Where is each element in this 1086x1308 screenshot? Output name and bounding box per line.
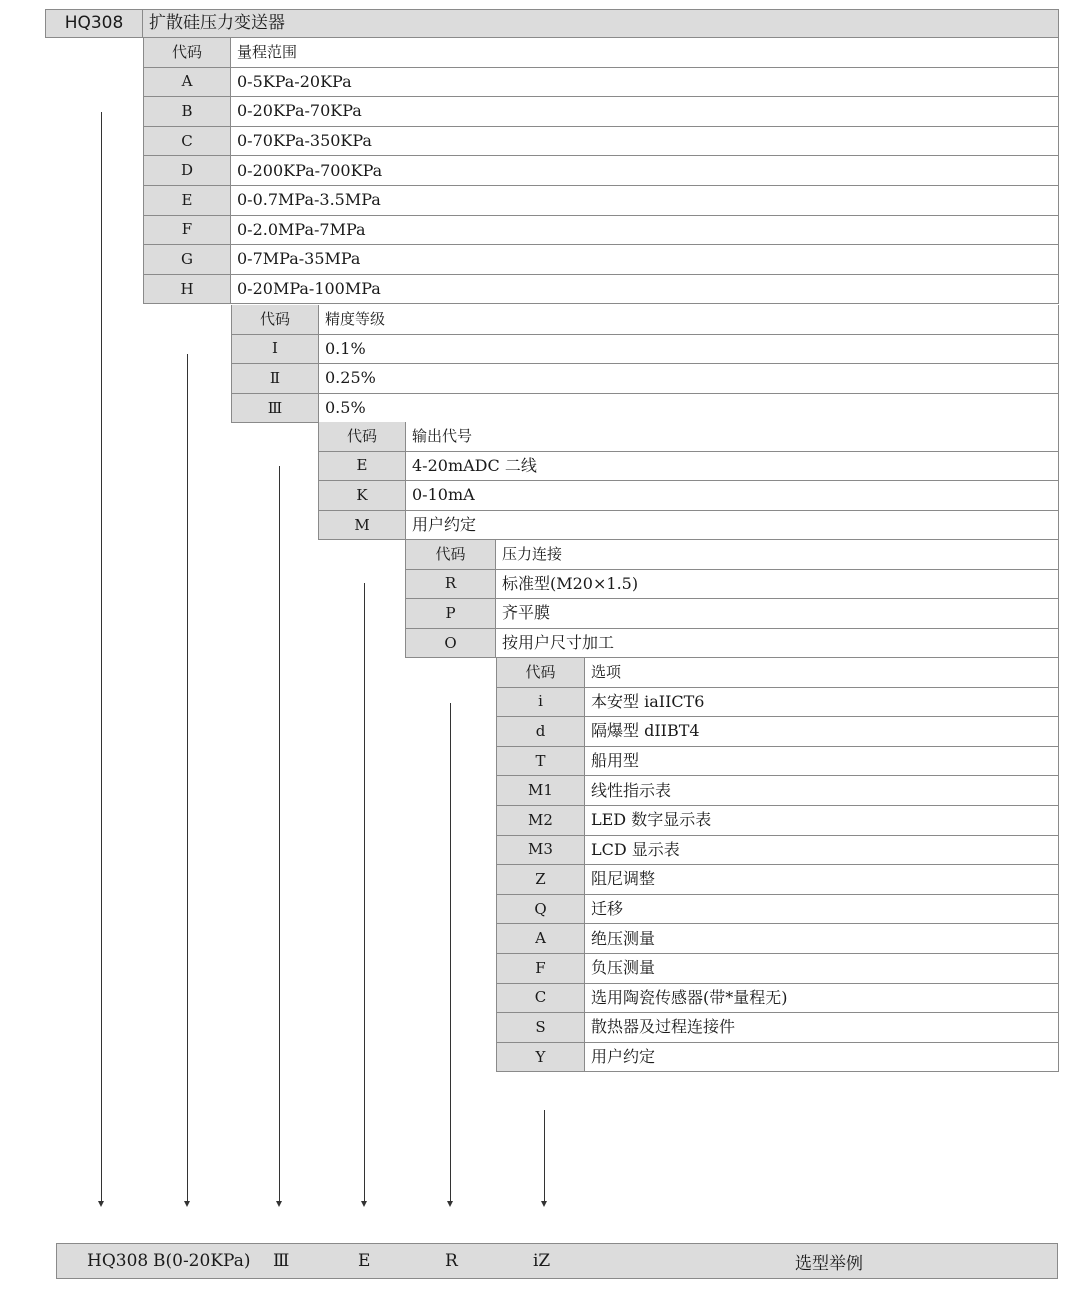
example-label: 选型举例	[795, 1253, 863, 1274]
output-option-text: 0-10mA	[406, 481, 1059, 511]
accuracy-option-code: I	[231, 335, 319, 365]
options-option-text: 阻尼调整	[585, 865, 1059, 895]
range-option-code: F	[143, 216, 231, 246]
options-option-code: A	[496, 924, 585, 954]
accuracy-section-title: 精度等级	[319, 305, 1059, 335]
connection-code-header: 代码	[405, 540, 496, 570]
selection-example	[56, 1243, 1058, 1279]
options-option-text: 本安型 iaIICT6	[585, 688, 1059, 718]
options-option-text: 船用型	[585, 747, 1059, 777]
range-option-text: 0-2.0MPa-7MPa	[231, 216, 1059, 246]
range-option-code: E	[143, 186, 231, 216]
accuracy-code-header: 代码	[231, 305, 319, 335]
accuracy-option-text: 0.25%	[319, 364, 1059, 394]
output-option-code: K	[318, 481, 406, 511]
output-option-text: 用户约定	[406, 511, 1059, 541]
options-option-text: 绝压测量	[585, 924, 1059, 954]
connection-section-title: 压力连接	[496, 540, 1059, 570]
accuracy-option-code: Ⅲ	[231, 394, 319, 424]
range-option-text: 0-5KPa-20KPa	[231, 68, 1059, 98]
range-option-code: G	[143, 245, 231, 275]
options-option-code: C	[496, 984, 585, 1014]
example-accuracy: Ⅲ	[273, 1251, 290, 1271]
range-option-code: D	[143, 156, 231, 186]
accuracy-option-code: Ⅱ	[231, 364, 319, 394]
options-option-code: d	[496, 717, 585, 747]
example-options: iZ	[533, 1251, 551, 1271]
range-option-code: A	[143, 68, 231, 98]
arrow-connection	[364, 583, 365, 1202]
range-option-text: 0-7MPa-35MPa	[231, 245, 1059, 275]
accuracy-option-text: 0.5%	[319, 394, 1059, 424]
options-option-code: i	[496, 688, 585, 718]
output-code-header: 代码	[318, 422, 406, 452]
options-option-code: M2	[496, 806, 585, 836]
arrow-accuracy	[187, 354, 188, 1202]
options-option-code: M1	[496, 776, 585, 806]
options-option-code: Z	[496, 865, 585, 895]
options-option-code: S	[496, 1013, 585, 1043]
range-section-title: 量程范围	[231, 38, 1059, 68]
arrow-options	[544, 1110, 545, 1202]
arrow-range	[101, 112, 102, 1202]
output-section-title: 输出代号	[406, 422, 1059, 452]
connection-option-text: 标准型(M20×1.5)	[496, 570, 1059, 600]
options-option-text: 散热器及过程连接件	[585, 1013, 1059, 1043]
range-option-text: 0-20MPa-100MPa	[231, 275, 1059, 305]
options-option-code: Y	[496, 1043, 585, 1073]
model-code: HQ308	[45, 9, 143, 38]
options-option-text: 选用陶瓷传感器(带*量程无)	[585, 984, 1059, 1014]
range-code-header: 代码	[143, 38, 231, 68]
connection-option-code: P	[405, 599, 496, 629]
range-option-text: 0-70KPa-350KPa	[231, 127, 1059, 157]
example-output: E	[358, 1251, 371, 1271]
options-option-text: 隔爆型 dIIBT4	[585, 717, 1059, 747]
example-connection: R	[445, 1251, 458, 1271]
arrow-pressure	[450, 703, 451, 1202]
range-option-code: H	[143, 275, 231, 305]
options-code-header: 代码	[496, 658, 585, 688]
options-option-code: M3	[496, 836, 585, 866]
accuracy-option-text: 0.1%	[319, 335, 1059, 365]
range-option-text: 0-200KPa-700KPa	[231, 156, 1059, 186]
range-option-text: 0-0.7MPa-3.5MPa	[231, 186, 1059, 216]
options-section-title: 选项	[585, 658, 1059, 688]
output-option-code: M	[318, 511, 406, 541]
arrow-output	[279, 466, 280, 1202]
options-option-text: LED 数字显示表	[585, 806, 1059, 836]
connection-option-code: O	[405, 629, 496, 659]
connection-option-text: 按用户尺寸加工	[496, 629, 1059, 659]
range-option-code: C	[143, 127, 231, 157]
options-option-code: F	[496, 954, 585, 984]
options-option-text: 负压测量	[585, 954, 1059, 984]
connection-option-text: 齐平膜	[496, 599, 1059, 629]
connection-option-code: R	[405, 570, 496, 600]
options-option-code: Q	[496, 895, 585, 925]
options-option-text: 线性指示表	[585, 776, 1059, 806]
options-option-code: T	[496, 747, 585, 777]
product-title: 扩散硅压力变送器	[143, 9, 1059, 38]
range-option-code: B	[143, 97, 231, 127]
output-option-text: 4-20mADC 二线	[406, 452, 1059, 482]
options-option-text: 用户约定	[585, 1043, 1059, 1073]
output-option-code: E	[318, 452, 406, 482]
options-option-text: 迁移	[585, 895, 1059, 925]
options-option-text: LCD 显示表	[585, 836, 1059, 866]
example-range: B(0-20KPa)	[153, 1251, 251, 1271]
range-option-text: 0-20KPa-70KPa	[231, 97, 1059, 127]
example-model: HQ308	[87, 1251, 149, 1271]
